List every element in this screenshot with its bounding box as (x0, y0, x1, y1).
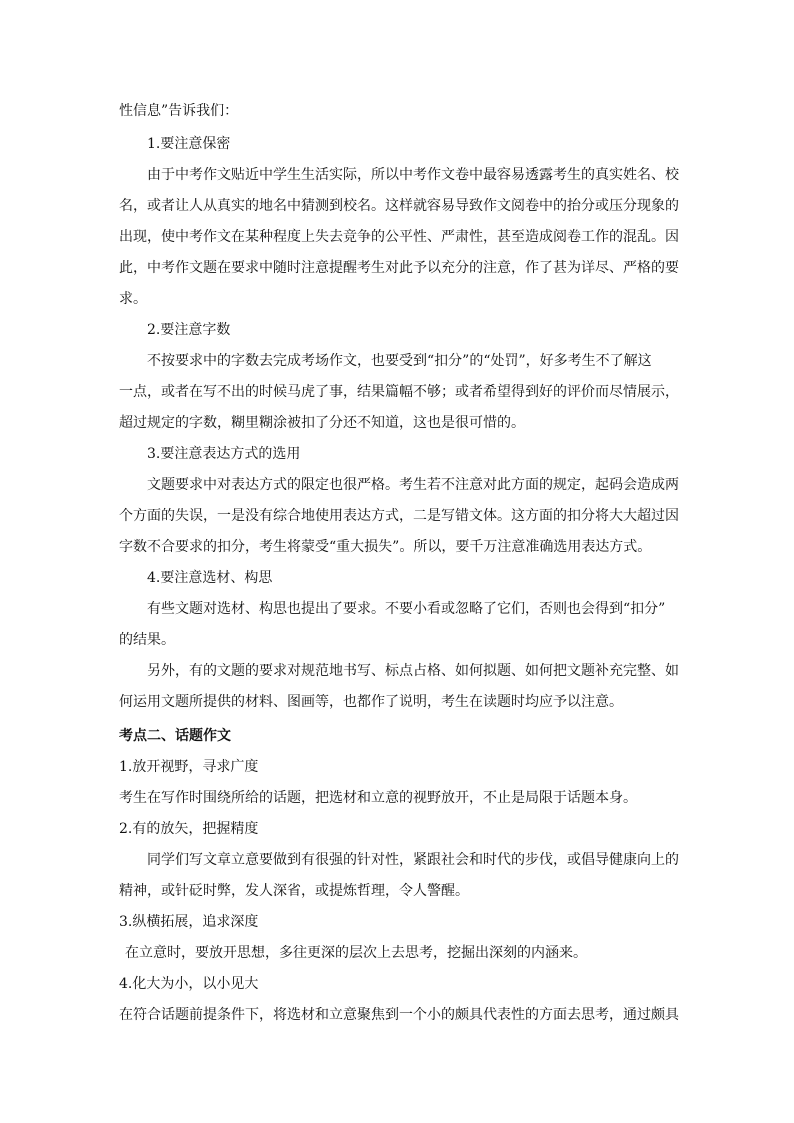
text-line: 名，或者让人从真实的地名中猜测到校名。这样就容易导致作文阅卷中的抬分或压分现象的 (119, 198, 679, 214)
section-heading: 3.纵横拓展，追求深度 (119, 914, 259, 930)
section-title: 考点二、话题作文 (119, 728, 231, 744)
text-line: 求。 (119, 291, 147, 307)
text-line: 不按要求中的字数去完成考场作文，也要受到“扣分”的“处罚”，好多考生不了解这 (147, 353, 652, 369)
text-line: 性信息”告诉我们： (119, 103, 239, 119)
text-line: 超过规定的字数，糊里糊涂被扣了分还不知道，这也是很可惜的。 (119, 415, 525, 431)
section-heading: 2.有的放矢，把握精度 (119, 821, 259, 837)
text-line: 一点，或者在写不出的时候马虎了事，结果篇幅不够；或者希望得到好的评价而尽情展示， (119, 384, 679, 400)
section-heading: 3.要注意表达方式的选用 (147, 446, 301, 462)
text-line: 在符合话题前提条件下，将选材和立意聚焦到一个小的颇具代表性的方面去思考，通过颇具 (119, 1007, 679, 1023)
section-heading: 1.要注意保密 (147, 136, 231, 152)
section-heading: 1.放开视野，寻求广度 (119, 759, 259, 775)
text-line: 考生在写作时围绕所给的话题，把选材和立意的视野放开，不止是局限于话题本身。 (119, 790, 637, 806)
text-line: 同学们写文章立意要做到有很强的针对性，紧跟社会和时代的步伐，或倡导健康向上的 (147, 852, 679, 868)
text-line: 个方面的失误，一是没有综合地使用表达方式，二是写错文体。这方面的扣分将大大超过因 (119, 508, 679, 524)
text-line: 字数不合要求的扣分，考生将蒙受“重大损失”。所以，要千万注意准确选用表达方式。 (119, 539, 652, 555)
text-line: 的结果。 (119, 632, 175, 648)
section-heading: 2.要注意字数 (147, 322, 231, 338)
text-line: 出现，使中考作文在某种程度上失去竞争的公平性、严肃性，甚至造成阅卷工作的混乱。因 (119, 229, 679, 245)
text-line: 文题要求中对表达方式的限定也很严格。考生若不注意对此方面的规定，起码会造成两 (147, 477, 679, 493)
text-line: 由于中考作文贴近中学生生活实际，所以中考作文卷中最容易透露考生的真实姓名、校 (147, 167, 679, 183)
text-line: 精神，或针砭时弊，发人深省，或提炼哲理，令人警醒。 (119, 883, 469, 899)
text-line: 此，中考作文题在要求中随时注意提醒考生对此予以充分的注意，作了甚为详尽、严格的要 (119, 260, 679, 276)
text-line: 何运用文题所提供的材料、图画等，也都作了说明，考生在读题时均应予以注意。 (119, 694, 623, 710)
text-line: 另外，有的文题的要求对规范地书写、标点占格、如何拟题、如何把文题补充完整、如 (147, 663, 679, 679)
text-line: 有些文题对选材、构思也提出了要求。不要小看或忽略了它们，否则也会得到“扣分” (147, 601, 666, 617)
section-heading: 4.要注意选材、构思 (147, 570, 273, 586)
text-line: 在立意时，要放开思想，多往更深的层次上去思考，挖掘出深刻的内涵来。 (125, 945, 587, 961)
section-heading: 4.化大为小，以小见大 (119, 976, 259, 992)
